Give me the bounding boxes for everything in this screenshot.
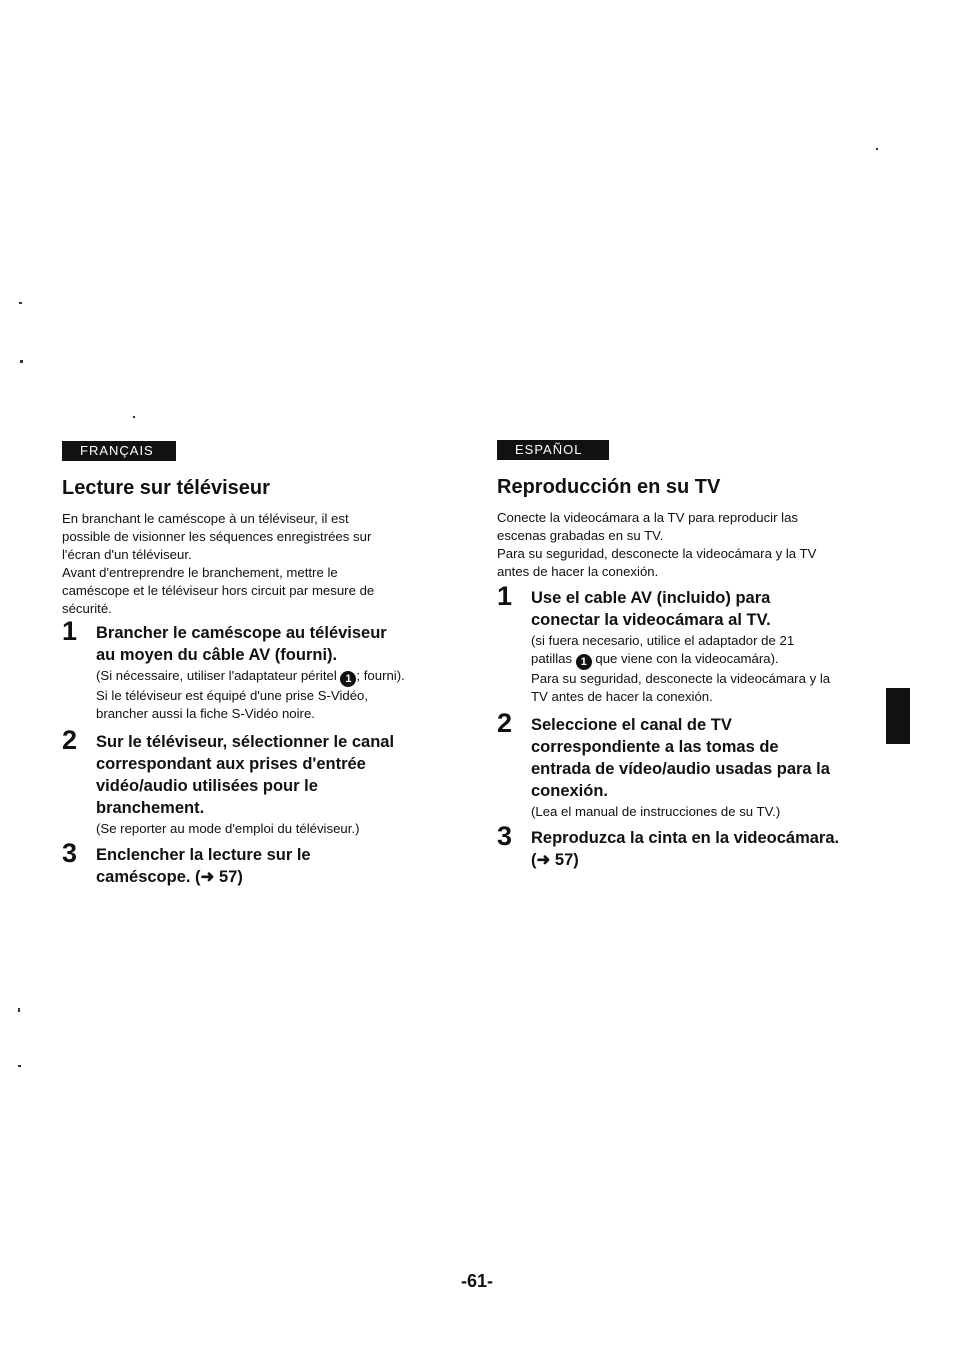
step-heading: Use el cable AV (incluido) para conectar la videocámara al TV. bbox=[531, 589, 771, 629]
step-number: 3 bbox=[497, 821, 513, 851]
section-marker-tab bbox=[886, 688, 910, 744]
step-number: 3 bbox=[62, 838, 78, 868]
step-2-french bbox=[62, 725, 434, 838]
scan-speck bbox=[19, 302, 22, 304]
step-heading: Brancher le caméscope au téléviseur au moyen du câble AV (fourni). bbox=[96, 624, 387, 664]
step-number: 1 bbox=[62, 616, 78, 646]
step-note: (Se reporter au mode d'emploi du téléviseur.) bbox=[96, 821, 360, 836]
intro-french: En branchant le caméscope à un téléviseur, il est possible de visionner les séquences enregistrées sur l'écran d'un téléviseur. Avant d'entreprendre le branchement, mettre le caméscope et le téléviseur hors circuit par mesure de sécurité. bbox=[62, 511, 375, 616]
step-2-spanish bbox=[497, 708, 869, 821]
spanish-column bbox=[497, 440, 869, 871]
scan-speck bbox=[18, 1065, 21, 1067]
step-3-spanish bbox=[497, 821, 869, 871]
steps-spanish bbox=[497, 581, 869, 871]
step-number: 2 bbox=[497, 708, 513, 738]
step-number: 2 bbox=[62, 725, 78, 755]
step-note: (Lea el manual de instrucciones de su TV.) bbox=[531, 804, 781, 819]
scan-speck bbox=[18, 1008, 20, 1012]
scan-speck bbox=[876, 148, 878, 150]
step-heading: Reproduzca la cinta en la videocámara. (➜ 57) bbox=[531, 829, 840, 869]
step-1-spanish bbox=[497, 581, 869, 706]
language-tag-spanish: ESPAÑOL bbox=[497, 440, 609, 460]
step-note: (si fuera necesario, utilice el adaptador de 21 patillas 1 que viene con la videocamára). Para su seguridad, desconecte la videocámara y la TV antes de hacer la conexión. bbox=[531, 633, 831, 704]
step-1-french bbox=[62, 616, 434, 723]
circled-number-1-icon: 1 bbox=[576, 654, 592, 670]
step-heading: Seleccione el canal de TV correspondiente a las tomas de entrada de vídeo/audio usadas para la conexión. bbox=[531, 716, 830, 800]
scan-speck bbox=[133, 416, 135, 418]
section-title-spanish: Reproducción en su TV bbox=[497, 476, 721, 498]
french-column bbox=[62, 441, 434, 888]
intro-spanish: Conecte la videocámara a la TV para reproducir las escenas grabadas en su TV. Para su seguridad, desconecte la videocámara y la TV antes de hacer la conexión. bbox=[497, 510, 817, 579]
step-heading: Enclencher la lecture sur le caméscope. (➜ 57) bbox=[96, 846, 311, 886]
step-3-french bbox=[62, 838, 434, 888]
step-note: (Si nécessaire, utiliser l'adaptateur péritel 1 ; fourni). Si le téléviseur est équipé d'une prise S-Vidéo, brancher aussi la fiche S-Vidéo noire. bbox=[96, 668, 405, 721]
circled-number-1-icon: 1 bbox=[340, 671, 356, 687]
section-title-french: Lecture sur téléviseur bbox=[62, 477, 270, 499]
scan-speck bbox=[20, 360, 23, 363]
step-heading: Sur le téléviseur, sélectionner le canal correspondant aux prises d'entrée vidéo/audio utilisées pour le branchement. bbox=[96, 733, 395, 817]
steps-french bbox=[62, 616, 434, 888]
page-number: -61- bbox=[460, 1271, 493, 1291]
step-number: 1 bbox=[497, 581, 513, 611]
language-tag-french: FRANÇAIS bbox=[62, 441, 176, 461]
